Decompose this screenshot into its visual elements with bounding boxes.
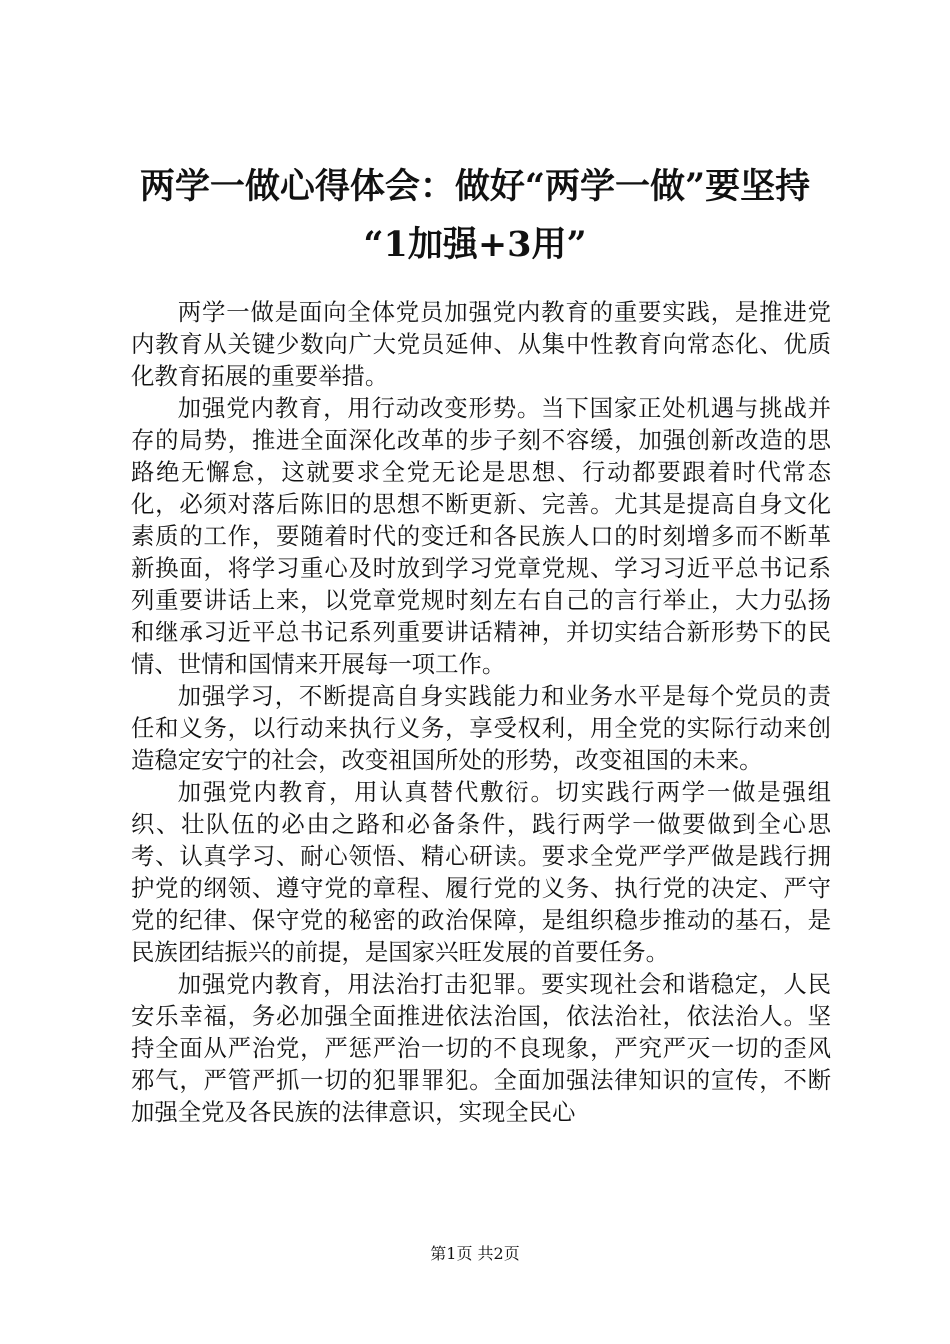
paragraph-5: 加强党内教育，用法治打击犯罪。要实现社会和谐稳定，人民安乐幸福，务必加强全面推进依法治国，依法治社，依法治人。坚持全面从严治党，严惩严治一切的不良现象，严究严灭一切的歪风邪气，严管严抓一切的犯罪罪犯。全面加强法律知识的宣传，不断加强全党及各民族的法律意识，实现全民心: [131, 970, 831, 1126]
paragraph-2: 加强党内教育，用行动改变形势。当下国家正处机遇与挑战并存的局势，推进全面深化改革的步子刻不容缓，加强创新改造的思路绝无懈怠，这就要求全党无论是思想、行动都要跟着时代常态化，必须对落后陈旧的思想不断更新、完善。尤其是提高自身文化素质的工作，要随着时代的变迁和各民族人口的时刻增多而不断革新换面，将学习重心及时放到学习党章党规、学习习近平总书记系列重要讲话上来，以党章党规时刻左右自己的言行举止，大力弘扬和继承习近平总书记系列重要讲话精神，并切实结合新形势下的民情、世情和国情来开展每一项工作。: [131, 394, 831, 678]
document-title: [120, 158, 830, 274]
page-number-footer: 第1页 共2页: [430, 1244, 520, 1263]
document-body: [131, 296, 831, 1128]
title-line-1: 两学一做心得体会：做好“两学一做”要坚持: [139, 166, 811, 207]
paragraph-3: 加强学习，不断提高自身实践能力和业务水平是每个党员的责任和义务，以行动来执行义务，享受权利，用全党的实际行动来创造稳定安宁的社会，改变祖国所处的形势，改变祖国的未来。: [131, 682, 831, 774]
paragraph-1: 两学一做是面向全体党员加强党内教育的重要实践，是推进党内教育从关键少数向广大党员延伸、从集中性教育向常态化、优质化教育拓展的重要举措。: [131, 298, 831, 390]
paragraph-4: 加强党内教育，用认真替代敷衍。切实践行两学一做是强组织、壮队伍的必由之路和必备条件，践行两学一做要做到全心思考、认真学习、耐心领悟、精心研读。要求全党严学严做是践行拥护党的纲领、遵守党的章程、履行党的义务、执行党的决定、严守党的纪律、保守党的秘密的政治保障，是组织稳步推动的基石，是民族团结振兴的前提，是国家兴旺发展的首要任务。: [131, 778, 831, 966]
title-line-2: “1加强+3用”: [363, 224, 587, 265]
